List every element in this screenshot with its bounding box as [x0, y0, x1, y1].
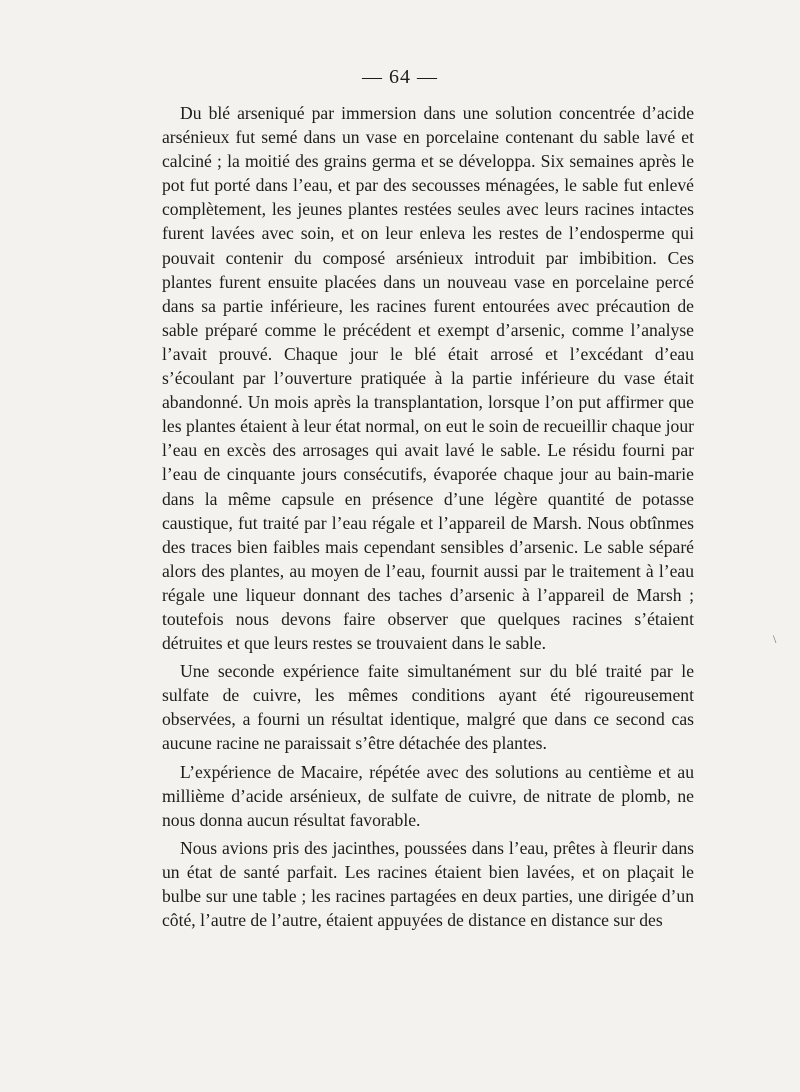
paragraph-4: Nous avions pris des jacinthes, poussées dans l’eau, prêtes à fleurir dans un état de santé parfait. Les racines étaient bien lavées, et on plaçait le bulbe sur une table ; les racines partagées en deux parties, une dirigée d’un côté, l’autre de l’autre, étaient appuyées de distance en distance sur des: [162, 837, 694, 931]
paragraph-1: Du blé arseniqué par immersion dans une solution concentrée d’acide arsénieux fut semé dans un vase en porcelaine contenant du sable lavé et calciné ; la moitié des grains germa et se développa. Six semaines après le pot fut porté dans l’eau, et par des secousses ménagées, le sable fut enlevé complètement, les jeunes plantes restées seules avec leurs racines intactes furent lavées avec soin, et on leur enleva les restes de l’endosperme qui pouvait contenir du composé arsénieux introduit par imbibition. Ces plantes furent ensuite placées dans un nouveau vase en porcelaine percé dans sa partie inférieure, les racines furent entourées avec précaution de sable préparé comme le précédent et exempt d’arsenic, comme l’analyse l’avait prouvé. Chaque jour le blé était arrosé et l’excédant d’eau s’écoulant par l’ouverture pratiquée à la partie inférieure du vase était abandonné. Un mois après la transplantation, lorsque l’on put affirmer que les plantes étaient à leur état normal, on eut le soin de recueillir chaque jour l’eau en excès des arrosages qui avait lavé le sable. Le résidu fourni par l’eau de cinquante jours consécutifs, évaporée chaque jour au bain-marie dans la même capsule en présence d’une légère quantité de potasse caustique, fut traité par l’eau régale et l’appareil de Marsh. Nous obtînmes des traces bien faibles mais cependant sensibles d’arsenic. Le sable séparé alors des plantes, au moyen de l’eau, fournit aussi par le traitement à l’eau régale une liqueur donnant des taches d’arsenic à l’appareil de Marsh ; toutefois nous devons faire observer que quelques racines s’étaient détruites et que leurs restes se trouvaient dans le sable.: [162, 103, 695, 654]
margin-mark: \: [773, 632, 777, 646]
paragraph-3: L’expérience de Macaire, répétée avec des solutions au centième et au millième d’acide arsénieux, de sulfate de cuivre, de nitrate de plomb, ne nous donna aucun résultat favorable.: [162, 761, 694, 830]
page-number: — 64 —: [362, 66, 438, 88]
body-text: [162, 101, 694, 932]
paragraph-2: Une seconde expérience faite simultanément sur du blé traité par le sulfate de cuivre, les mêmes conditions ayant été rigoureusement observées, a fourni un résultat identique, malgré que dans ce second cas aucune racine ne paraissait s’être détachée des plantes.: [162, 661, 694, 754]
